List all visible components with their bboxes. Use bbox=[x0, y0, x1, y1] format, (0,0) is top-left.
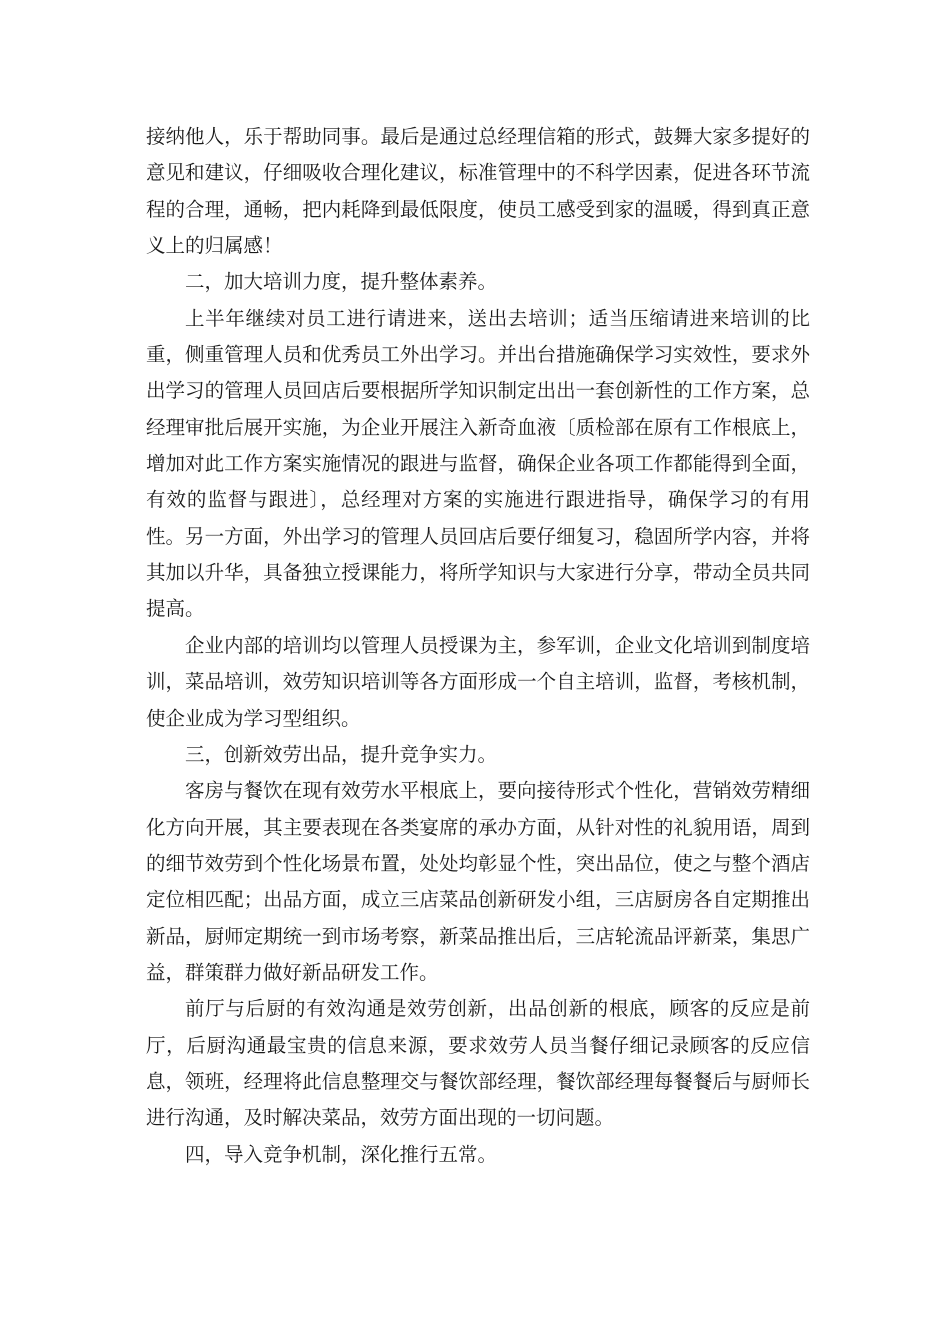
text-line: 前厅与后厨的有效沟通是效劳创新，出品创新的根底，顾客的反应是前 bbox=[185, 997, 810, 1021]
text-line: 程的合理，通畅，把内耗降到最低限度，使员工感受到家的温暖，得到真正意 bbox=[146, 197, 810, 221]
text-line: 重，侧重管理人员和优秀员工外出学习。并出台措施确保学习实效性，要求外 bbox=[146, 343, 810, 367]
text-line: 提高。 bbox=[146, 597, 205, 621]
text-line: 经理审批后展开实施，为企业开展注入新奇血液〔质检部在原有工作根底上， bbox=[146, 415, 810, 439]
text-line: 进行沟通，及时解决菜品，效劳方面出现的一切问题。 bbox=[146, 1106, 615, 1130]
section-heading bbox=[146, 264, 810, 300]
text-line: 新品，厨师定期统一到市场考察，新菜品推出后，三店轮流品评新菜，集思广 bbox=[146, 924, 810, 948]
text-line: 企业内部的培训均以管理人员授课为主，参军训，企业文化培训到制度培 bbox=[185, 633, 810, 657]
text-line: 训，菜品培训，效劳知识培训等各方面形成一个自主培训，监督，考核机制， bbox=[146, 670, 810, 694]
body-paragraph bbox=[146, 119, 810, 264]
text-line: 上半年继续对员工进行请进来，送出去培训；适当压缩请进来培训的比 bbox=[185, 306, 810, 330]
text-line: 增加对此工作方案实施情况的跟进与监督，确保企业各项工作都能得到全面， bbox=[146, 452, 810, 476]
text-line: 定位相匹配；出品方面，成立三店菜品创新研发小组，三店厨房各自定期推出 bbox=[146, 888, 810, 912]
text-line: 意见和建议，仔细吸收合理化建议，标准管理中的不科学因素，促进各环节流 bbox=[146, 161, 810, 185]
document-page bbox=[146, 119, 810, 1173]
text-line: 其加以升华，具备独立授课能力，将所学知识与大家进行分享，带动全员共同 bbox=[146, 561, 810, 585]
section-heading bbox=[146, 737, 810, 773]
text-line: 客房与餐饮在现有效劳水平根底上，要向接待形式个性化，营销效劳精细 bbox=[185, 779, 810, 803]
section-heading bbox=[146, 1137, 810, 1173]
body-paragraph bbox=[146, 773, 810, 991]
body-paragraph bbox=[146, 991, 810, 1136]
text-line: 出学习的管理人员回店后要根据所学知识制定出出一套创新性的工作方案，总 bbox=[146, 379, 810, 403]
text-line: 益，群策群力做好新品研发工作。 bbox=[146, 960, 439, 984]
text-line: 厅，后厨沟通最宝贵的信息来源，要求效劳人员当餐仔细记录顾客的反应信 bbox=[146, 1033, 810, 1057]
text-line: 化方向开展，其主要表现在各类宴席的承办方面，从针对性的礼貌用语，周到 bbox=[146, 815, 810, 839]
body-paragraph bbox=[146, 628, 810, 737]
text-line: 使企业成为学习型组织。 bbox=[146, 706, 361, 730]
body-paragraph bbox=[146, 301, 810, 628]
text-line: 二，加大培训力度，提升整体素养。 bbox=[185, 270, 498, 294]
text-line: 接纳他人，乐于帮助同事。最后是通过总经理信箱的形式，鼓舞大家多提好的 bbox=[146, 125, 810, 148]
text-line: 的细节效劳到个性化场景布置，处处均彰显个性，突出品位，使之与整个酒店 bbox=[146, 851, 810, 875]
text-line: 息，领班，经理将此信息整理交与餐饮部经理，餐饮部经理每餐餐后与厨师长 bbox=[146, 1069, 810, 1093]
text-line: 义上的归属感！ bbox=[146, 234, 283, 258]
text-line: 三，创新效劳出品，提升竞争实力。 bbox=[185, 742, 498, 766]
text-line: 有效的监督与跟进〕，总经理对方案的实施进行跟进指导，确保学习的有用 bbox=[146, 488, 810, 512]
text-line: 四，导入竞争机制，深化推行五常。 bbox=[185, 1142, 498, 1166]
text-line: 性。另一方面，外出学习的管理人员回店后要仔细复习，稳固所学内容，并将 bbox=[146, 524, 810, 548]
